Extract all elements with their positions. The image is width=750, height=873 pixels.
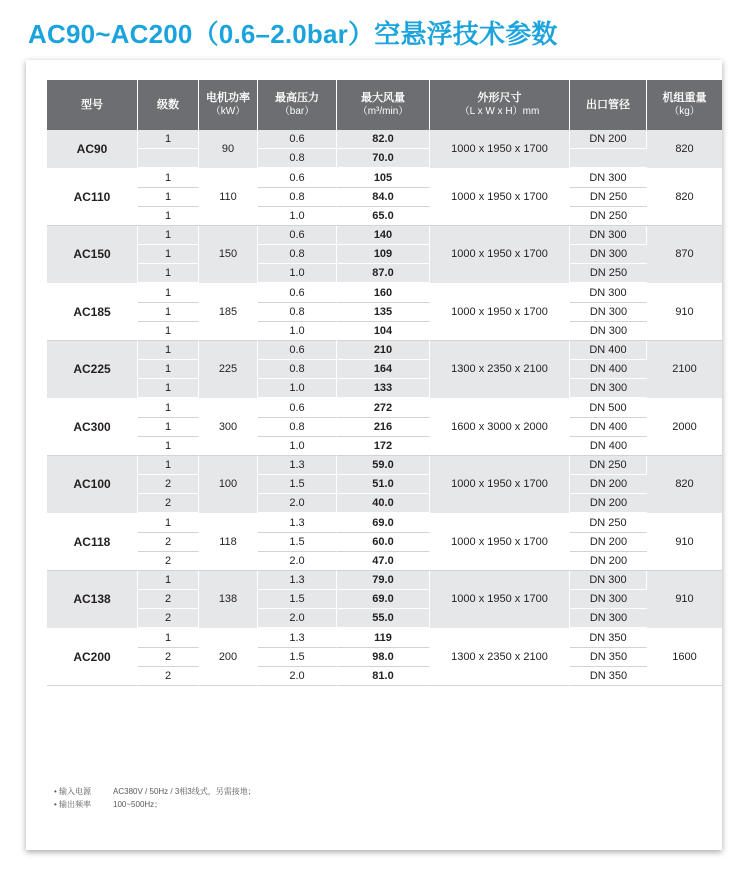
stage-cell: 1 bbox=[138, 341, 199, 360]
header-flow: 最大风量 （m³/min） bbox=[337, 80, 430, 130]
stage-cell: 2 bbox=[138, 648, 199, 667]
weight-cell: 2000 bbox=[647, 399, 722, 456]
power-cell: 138 bbox=[199, 571, 258, 629]
weight-cell: 910 bbox=[647, 571, 722, 629]
outlet-cell: DN 300 bbox=[570, 322, 647, 341]
flow-cell: 59.0 bbox=[337, 456, 430, 475]
flow-cell: 272 bbox=[337, 399, 430, 418]
weight-cell: 820 bbox=[647, 130, 722, 169]
outlet-cell: DN 300 bbox=[570, 245, 647, 264]
dims-cell: 1000 x 1950 x 1700 bbox=[430, 514, 570, 571]
stage-cell: 2 bbox=[138, 475, 199, 494]
note-value: AC380V / 50Hz / 3相3线式，另需接地； bbox=[113, 787, 256, 796]
header-outlet: 出口管径 bbox=[570, 80, 647, 130]
outlet-cell: DN 400 bbox=[570, 437, 647, 456]
power-cell: 100 bbox=[199, 456, 258, 514]
stage-cell: 1 bbox=[138, 437, 199, 456]
power-cell: 200 bbox=[199, 629, 258, 686]
pressure-cell: 2.0 bbox=[258, 609, 337, 629]
weight-cell: 2100 bbox=[647, 341, 722, 399]
table-row bbox=[47, 284, 722, 303]
model-cell: AC90 bbox=[47, 130, 138, 169]
outlet-cell: DN 350 bbox=[570, 667, 647, 686]
flow-cell: 47.0 bbox=[337, 552, 430, 571]
header-row bbox=[47, 80, 722, 130]
outlet-cell: DN 300 bbox=[570, 169, 647, 188]
power-cell: 110 bbox=[199, 169, 258, 226]
outlet-cell: DN 300 bbox=[570, 284, 647, 303]
stage-cell: 1 bbox=[138, 169, 199, 188]
pressure-cell: 2.0 bbox=[258, 667, 337, 686]
table-row bbox=[47, 629, 722, 648]
outlet-cell: DN 300 bbox=[570, 226, 647, 245]
pressure-cell: 1.0 bbox=[258, 437, 337, 456]
pressure-cell: 1.5 bbox=[258, 590, 337, 609]
flow-cell: 60.0 bbox=[337, 533, 430, 552]
model-group-ac90 bbox=[47, 130, 722, 169]
pressure-cell: 0.6 bbox=[258, 399, 337, 418]
stage-cell: 1 bbox=[138, 303, 199, 322]
outlet-cell: DN 400 bbox=[570, 341, 647, 360]
flow-cell: 133 bbox=[337, 379, 430, 399]
model-cell: AC138 bbox=[47, 571, 138, 629]
model-group-ac200 bbox=[47, 629, 722, 686]
header-model: 型号 bbox=[47, 80, 138, 130]
outlet-cell: DN 200 bbox=[570, 533, 647, 552]
weight-cell: 910 bbox=[647, 284, 722, 341]
pressure-cell: 2.0 bbox=[258, 494, 337, 514]
model-group-ac300 bbox=[47, 399, 722, 456]
pressure-cell: 1.3 bbox=[258, 514, 337, 533]
stage-cell: 2 bbox=[138, 533, 199, 552]
table-row bbox=[47, 245, 722, 264]
stage-cell: 1 bbox=[138, 264, 199, 284]
stage-cell: 1 bbox=[138, 571, 199, 590]
dims-cell: 1600 x 3000 x 2000 bbox=[430, 399, 570, 456]
outlet-cell: DN 250 bbox=[570, 456, 647, 475]
stage-cell: 1 bbox=[138, 379, 199, 399]
model-group-ac110 bbox=[47, 169, 722, 226]
pressure-cell: 0.8 bbox=[258, 418, 337, 437]
table-row bbox=[47, 130, 722, 149]
model-group-ac118 bbox=[47, 514, 722, 571]
power-cell: 118 bbox=[199, 514, 258, 571]
pressure-cell: 0.6 bbox=[258, 284, 337, 303]
table-row bbox=[47, 648, 722, 667]
stage-cell: 1 bbox=[138, 514, 199, 533]
stage-cell: 2 bbox=[138, 667, 199, 686]
pressure-cell: 0.6 bbox=[258, 169, 337, 188]
table-row bbox=[47, 552, 722, 571]
stage-cell: 1 bbox=[138, 188, 199, 207]
spec-table bbox=[47, 80, 722, 686]
stage-cell: 1 bbox=[138, 418, 199, 437]
table-row bbox=[47, 494, 722, 514]
stage-cell: 1 bbox=[138, 130, 199, 149]
model-cell: AC100 bbox=[47, 456, 138, 514]
table-row bbox=[47, 667, 722, 686]
dims-cell: 1300 x 2350 x 2100 bbox=[430, 629, 570, 686]
spec-card bbox=[26, 60, 722, 850]
flow-cell: 105 bbox=[337, 169, 430, 188]
note-output-frequency: • 输出频率 100~500Hz； bbox=[54, 800, 163, 809]
pressure-cell: 0.6 bbox=[258, 226, 337, 245]
flow-cell: 79.0 bbox=[337, 571, 430, 590]
table-row bbox=[47, 399, 722, 418]
model-group-ac225 bbox=[47, 341, 722, 399]
pressure-cell: 0.8 bbox=[258, 245, 337, 264]
outlet-cell: DN 350 bbox=[570, 629, 647, 648]
flow-cell: 172 bbox=[337, 437, 430, 456]
model-cell: AC110 bbox=[47, 169, 138, 226]
table-row bbox=[47, 188, 722, 207]
pressure-cell: 0.8 bbox=[258, 303, 337, 322]
outlet-cell: DN 400 bbox=[570, 418, 647, 437]
outlet-cell: DN 400 bbox=[570, 360, 647, 379]
table-row bbox=[47, 360, 722, 379]
pressure-cell: 1.0 bbox=[258, 207, 337, 226]
flow-cell: 69.0 bbox=[337, 590, 430, 609]
outlet-cell: DN 200 bbox=[570, 552, 647, 571]
model-group-ac185 bbox=[47, 284, 722, 341]
dims-cell: 1000 x 1950 x 1700 bbox=[430, 226, 570, 284]
flow-cell: 109 bbox=[337, 245, 430, 264]
pressure-cell: 1.3 bbox=[258, 571, 337, 590]
outlet-cell: DN 300 bbox=[570, 590, 647, 609]
table-row bbox=[47, 303, 722, 322]
note-value: 100~500Hz； bbox=[113, 800, 163, 809]
flow-cell: 51.0 bbox=[337, 475, 430, 494]
outlet-cell: DN 300 bbox=[570, 303, 647, 322]
flow-cell: 70.0 bbox=[337, 149, 430, 169]
model-cell: AC200 bbox=[47, 629, 138, 686]
power-cell: 150 bbox=[199, 226, 258, 284]
flow-cell: 98.0 bbox=[337, 648, 430, 667]
table-row bbox=[47, 341, 722, 360]
dims-cell: 1000 x 1950 x 1700 bbox=[430, 284, 570, 341]
outlet-cell: DN 200 bbox=[570, 130, 647, 149]
outlet-cell: DN 250 bbox=[570, 188, 647, 207]
weight-cell: 820 bbox=[647, 456, 722, 514]
flow-cell: 104 bbox=[337, 322, 430, 341]
weight-cell: 820 bbox=[647, 169, 722, 226]
outlet-cell: DN 300 bbox=[570, 609, 647, 629]
pressure-cell: 1.3 bbox=[258, 456, 337, 475]
flow-cell: 140 bbox=[337, 226, 430, 245]
weight-cell: 1600 bbox=[647, 629, 722, 686]
weight-cell: 910 bbox=[647, 514, 722, 571]
pressure-cell: 0.8 bbox=[258, 360, 337, 379]
table-row bbox=[47, 169, 722, 188]
weight-cell: 870 bbox=[647, 226, 722, 284]
stage-cell: 1 bbox=[138, 245, 199, 264]
pressure-cell: 0.8 bbox=[258, 188, 337, 207]
stage-cell: 1 bbox=[138, 629, 199, 648]
stage-cell: 1 bbox=[138, 207, 199, 226]
model-cell: AC185 bbox=[47, 284, 138, 341]
dims-cell: 1000 x 1950 x 1700 bbox=[430, 169, 570, 226]
stage-cell: 1 bbox=[138, 360, 199, 379]
model-cell: AC150 bbox=[47, 226, 138, 284]
dims-cell: 1000 x 1950 x 1700 bbox=[430, 130, 570, 169]
model-group-ac150 bbox=[47, 226, 722, 284]
outlet-cell bbox=[570, 149, 647, 169]
stage-cell: 2 bbox=[138, 552, 199, 571]
table-row bbox=[47, 226, 722, 245]
table-row bbox=[47, 418, 722, 437]
outlet-cell: DN 200 bbox=[570, 475, 647, 494]
power-cell: 185 bbox=[199, 284, 258, 341]
page-title: AC90~AC200（0.6–2.0bar）空悬浮技术参数 bbox=[28, 19, 558, 49]
table-row bbox=[47, 571, 722, 590]
flow-cell: 135 bbox=[337, 303, 430, 322]
model-cell: AC300 bbox=[47, 399, 138, 456]
table-row bbox=[47, 264, 722, 284]
dims-cell: 1000 x 1950 x 1700 bbox=[430, 571, 570, 629]
pressure-cell: 1.5 bbox=[258, 648, 337, 667]
outlet-cell: DN 250 bbox=[570, 514, 647, 533]
dims-cell: 1000 x 1950 x 1700 bbox=[430, 456, 570, 514]
flow-cell: 65.0 bbox=[337, 207, 430, 226]
header-dims: 外形尺寸 （L x W x H）mm bbox=[430, 80, 570, 130]
outlet-cell: DN 200 bbox=[570, 494, 647, 514]
power-cell: 90 bbox=[199, 130, 258, 169]
stage-cell: 2 bbox=[138, 494, 199, 514]
outlet-cell: DN 500 bbox=[570, 399, 647, 418]
flow-cell: 55.0 bbox=[337, 609, 430, 629]
stage-cell bbox=[138, 149, 199, 169]
outlet-cell: DN 250 bbox=[570, 207, 647, 226]
flow-cell: 40.0 bbox=[337, 494, 430, 514]
flow-cell: 210 bbox=[337, 341, 430, 360]
note-key: 输出频率 bbox=[59, 800, 92, 809]
pressure-cell: 1.3 bbox=[258, 629, 337, 648]
table-row bbox=[47, 533, 722, 552]
table-row bbox=[47, 379, 722, 399]
stage-cell: 1 bbox=[138, 322, 199, 341]
pressure-cell: 1.5 bbox=[258, 533, 337, 552]
footnotes bbox=[54, 785, 256, 811]
table-row bbox=[47, 322, 722, 341]
stage-cell: 1 bbox=[138, 284, 199, 303]
table-row bbox=[47, 590, 722, 609]
table-row bbox=[47, 437, 722, 456]
table-row bbox=[47, 207, 722, 226]
flow-cell: 87.0 bbox=[337, 264, 430, 284]
outlet-cell: DN 300 bbox=[570, 571, 647, 590]
power-cell: 300 bbox=[199, 399, 258, 456]
stage-cell: 2 bbox=[138, 590, 199, 609]
stage-cell: 1 bbox=[138, 226, 199, 245]
pressure-cell: 1.0 bbox=[258, 322, 337, 341]
header-stage: 级数 bbox=[138, 80, 199, 130]
dims-cell: 1300 x 2350 x 2100 bbox=[430, 341, 570, 399]
pressure-cell: 0.6 bbox=[258, 341, 337, 360]
stage-cell: 1 bbox=[138, 399, 199, 418]
pressure-cell: 1.0 bbox=[258, 264, 337, 284]
outlet-cell: DN 350 bbox=[570, 648, 647, 667]
flow-cell: 81.0 bbox=[337, 667, 430, 686]
table-row bbox=[47, 609, 722, 629]
flow-cell: 164 bbox=[337, 360, 430, 379]
flow-cell: 84.0 bbox=[337, 188, 430, 207]
note-key: 输入电源 bbox=[59, 787, 92, 796]
model-group-ac138 bbox=[47, 571, 722, 629]
model-cell: AC118 bbox=[47, 514, 138, 571]
flow-cell: 69.0 bbox=[337, 514, 430, 533]
flow-cell: 160 bbox=[337, 284, 430, 303]
pressure-cell: 0.6 bbox=[258, 130, 337, 149]
pressure-cell: 1.5 bbox=[258, 475, 337, 494]
flow-cell: 82.0 bbox=[337, 130, 430, 149]
model-cell: AC225 bbox=[47, 341, 138, 399]
power-cell: 225 bbox=[199, 341, 258, 399]
table-row bbox=[47, 149, 722, 169]
pressure-cell: 1.0 bbox=[258, 379, 337, 399]
pressure-cell: 0.8 bbox=[258, 149, 337, 169]
table-row bbox=[47, 456, 722, 475]
model-group-ac100 bbox=[47, 456, 722, 514]
table-row bbox=[47, 514, 722, 533]
table-row bbox=[47, 475, 722, 494]
flow-cell: 216 bbox=[337, 418, 430, 437]
header-weight: 机组重量 （kg） bbox=[647, 80, 722, 130]
pressure-cell: 2.0 bbox=[258, 552, 337, 571]
header-power: 电机功率 （kW） bbox=[199, 80, 258, 130]
header-pressure: 最高压力 （bar） bbox=[258, 80, 337, 130]
outlet-cell: DN 250 bbox=[570, 264, 647, 284]
note-power-input: • 输入电源 AC380V / 50Hz / 3相3线式，另需接地； bbox=[54, 787, 256, 796]
outlet-cell: DN 300 bbox=[570, 379, 647, 399]
flow-cell: 119 bbox=[337, 629, 430, 648]
stage-cell: 2 bbox=[138, 609, 199, 629]
stage-cell: 1 bbox=[138, 456, 199, 475]
